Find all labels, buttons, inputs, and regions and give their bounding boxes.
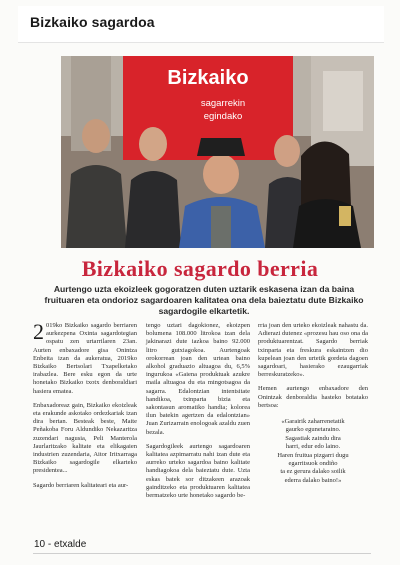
banner-line-2: sagarrekin bbox=[200, 98, 246, 109]
footer-divider bbox=[33, 553, 371, 554]
paragraph: rria joan den urteko ekoizleak nahastu da. Adierazi dutenez «prozesu hau oso ona da produktuarentzat. Sagardo berriak txinparta eta freskura eskaintzen dio kupelean joan den urtetik gordeta dagoen sagardoari, hasierako ezaugarriak berreskuratzeko». bbox=[258, 322, 368, 379]
page-footer: 10 - etxalde bbox=[34, 539, 87, 550]
paragraph bbox=[33, 319, 137, 396]
article-headline: Bizkaiko sagardo berria bbox=[81, 256, 319, 281]
verse-line: Sagastiak zaindu dira bbox=[285, 434, 341, 442]
verse-line: ederra dalako baino!» bbox=[284, 476, 342, 484]
banner-line-1: Bizkaiko bbox=[167, 67, 249, 89]
verse-line: egarritsuok ondiño bbox=[288, 460, 338, 468]
article-photo bbox=[61, 56, 374, 248]
article-column-3 bbox=[258, 322, 368, 485]
article-lead: Aurtengo uzta ekoizleek gogoratzen duten uztarik eskasena izan da baina fruituaren eta ondorioz sagardoaren kalitatea ona dela baieztatu dute Bizkaiko sagardogile elkartetik. bbox=[44, 284, 364, 316]
verse-line: ta ez gerura dalako soilik bbox=[280, 468, 346, 476]
verse-quote bbox=[258, 418, 368, 485]
verse-line: gaurko egunetaraino. bbox=[285, 426, 341, 434]
paragraph: Sagardogileek aurtengo sagardoaren kalitatea azpimarratu nahi izan dute eta aurreko urteko sagardoa baino kalitate handiagokoa dela baieztatu dute. Uzta eskas batek sor ditzakeen arazoak gainditzeko eta produktuaren kalitatea bermatzeko urte honetako sagardo be- bbox=[146, 442, 250, 500]
banner-line-3: egindako bbox=[203, 111, 243, 122]
paragraph: tengo uztari dagokionez, ekoizpen bolumena 108.000 litrokoa izan dela jakinarazi dute iazkoa baino 92.000 litro gutxiagokoa. Aurtengoak orokorrean joan den urtean baino alkohol graduazio altuagoa du, 6,5% ingurukoa «Gaiena produktuak azukre maila altuagoa du eta mingotsagoa da sagarra. Edalontzian intentsitate handikoa, txinparta bizia eta sakontasun aromatiko handia; kolorea ilun batekin agertzen da edalontzian» Juan Zurizarrain enologoak azaldu zuen bezala. bbox=[146, 322, 250, 436]
drop-cap: 2 bbox=[33, 319, 44, 344]
paragraph: Enbaxadoreaz gain, Bizkaiko ekoizleak eta erakunde askotako ordezkariak izan dira bertan. Besteak beste, Maite Peñakoba Foru Aldundiko Nekazaritza zuzendari nagusia, Peli Manterola Jaurlaritzako kalitate eta elikagaien industrien zuzendaria, Aitor Iritxarraga Bizkaiko sagardogile elkarteko presidentea... bbox=[33, 401, 137, 475]
verse-line: «Garairik zaharrenetatik bbox=[281, 418, 345, 426]
photo-illustration bbox=[61, 56, 374, 248]
paragraph-text: 019ko Bizkaiko sagardo berriaren aurkezpena Oxinta sagardotegian ospatu zen urtarrilaren 23an. Aurten enbaxadore gisa Onintza Enbeita izan da aukeratua, 2019ko Bizkaiko Bertsolari Txapelketako irabazlea. Bere esku egon da urte honetako Bizkaiko txotx denboraldiari hasiera ematea. bbox=[33, 322, 137, 395]
paragraph: Hemen aurtengo enbaxadore den Onintzak denboraldia hasteko botatako bertsoa: bbox=[258, 385, 368, 409]
verse-line: harri, edur edo laino. bbox=[285, 443, 341, 451]
article-column-1 bbox=[33, 319, 137, 496]
verse-line: Haren fruitua pizgarri dugu bbox=[277, 451, 349, 459]
section-title: Bizkaiko sagardoa bbox=[30, 14, 155, 30]
article-column-2 bbox=[146, 322, 250, 506]
paragraph: Sagardo berriaren kalitateari eta aur- bbox=[33, 481, 129, 489]
